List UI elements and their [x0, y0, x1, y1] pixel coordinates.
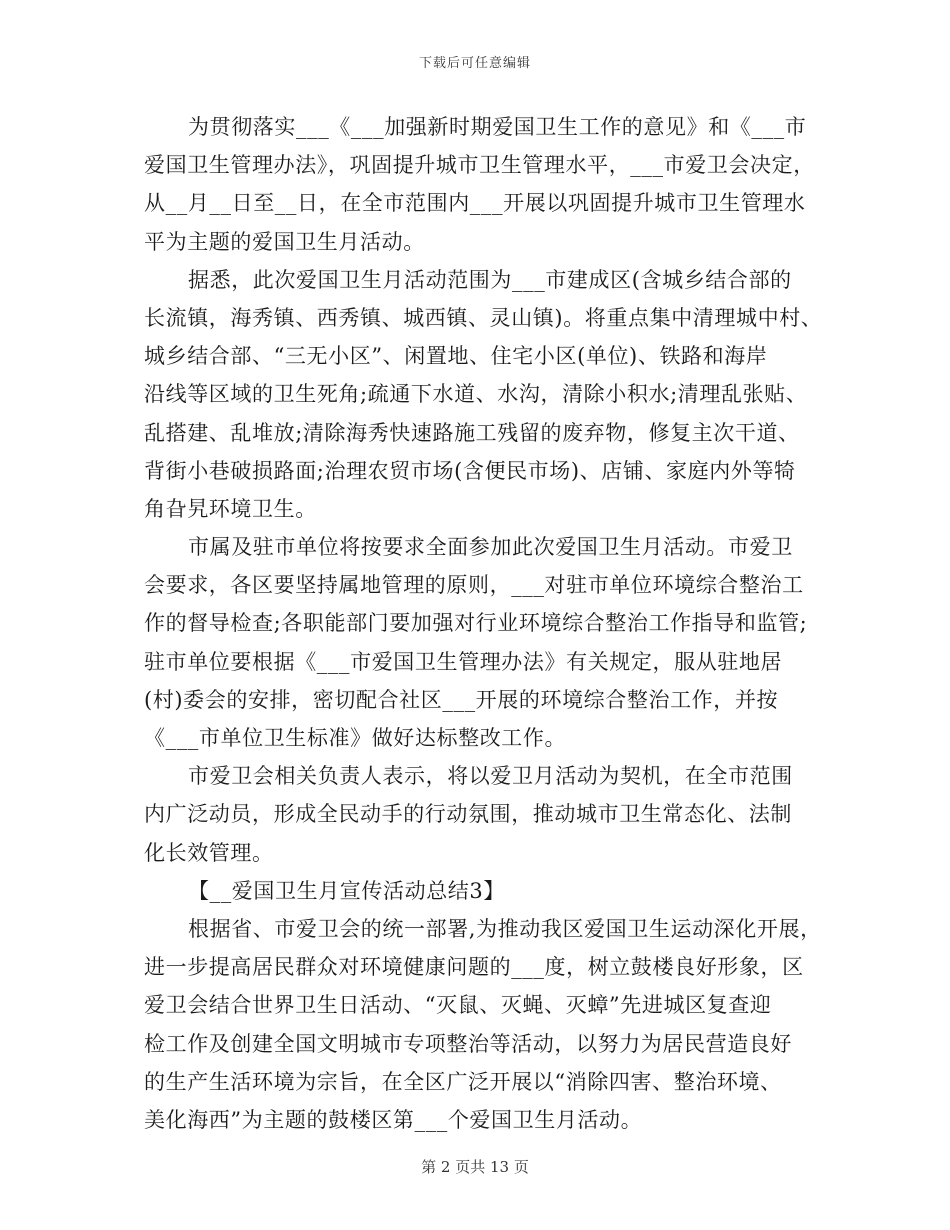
text-line: 乱搭建、乱堆放;清除海秀快速路施工残留的废弃物，修复主次干道、	[144, 420, 800, 445]
text-line: 据悉，此次爱国卫生月活动范围为___市建成区(含城乡结合部的	[188, 267, 792, 292]
text-line: (村)委会的安排，密切配合社区___开展的环境综合整治工作，并按	[144, 687, 779, 712]
text-line: 内广泛动员，形成全民动手的行动氛围，推动城市卫生常态化、法制	[144, 802, 792, 827]
text-line: 沿线等区域的卫生死角;疏通下水道、水沟，清除小积水;清理乱张贴、	[144, 382, 808, 407]
text-line: 为贯彻落实___《___加强新时期爱国卫生工作的意见》和《___市	[188, 115, 807, 139]
text-line: 作的督导检查;各职能部门要加强对行业环境综合整治工作指导和监管;	[144, 611, 808, 636]
text-line: 会要求，各区要坚持属地管理的原则，___对驻市单位环境综合整治工	[144, 573, 804, 598]
document-body	[144, 108, 834, 1139]
text-line: 市属及驻市单位将按要求全面参加此次爱国卫生月活动。市爱卫	[188, 535, 793, 560]
text-line: 从__月__日至__日，在全市范围内___开展以巩固提升城市卫生管理水	[144, 191, 806, 216]
text-line: 平为主题的爱国卫生月活动。	[144, 229, 425, 254]
text-line: 驻市单位要根据《___市爱国卫生管理办法》有关规定，服从驻地居	[144, 649, 783, 674]
text-line: 美化海西”为主题的鼓楼区第___个爱国卫生月活动。	[144, 1107, 643, 1132]
text-line: 背街小巷破损路面;治理农贸市场(含便民市场)、店铺、家庭内外等犄	[144, 458, 796, 483]
text-line: 角旮旯环境卫生。	[144, 496, 317, 521]
text-line: 化长效管理。	[144, 840, 274, 865]
text-line: 检工作及创建全国文明城市专项整治等活动，以努力为居民营造良好	[144, 1031, 792, 1056]
text-line: 爱国卫生管理办法》，巩固提升城市卫生管理水平，___市爱卫会决定，	[144, 153, 815, 178]
text-line: 长流镇，海秀镇、西秀镇、城西镇、灵山镇)。将重点集中清理城中村、	[144, 305, 823, 330]
text-line: 的生产生活环境为宗旨，在全区广泛开展以“消除四害、整治环境、	[144, 1069, 782, 1094]
page-number: 第 2 页共 13 页	[421, 1158, 529, 1176]
page-header: 下载后可任意编辑	[418, 56, 531, 71]
text-line: 市爱卫会相关负责人表示，将以爱卫月活动为契机，在全市范围	[188, 764, 793, 789]
text-line: 进一步提高居民群众对环境健康问题的___度，树立鼓楼良好形象，区	[144, 955, 804, 980]
text-line: 根据省、市爱卫会的统一部署,为推动我区爱国卫生运动深化开展，	[188, 916, 822, 941]
text-line: 《___市单位卫生标准》做好达标整改工作。	[144, 726, 567, 750]
text-line: 爱卫会结合世界卫生日活动、“灭鼠、灭蝇、灭蟑”先进城区复查迎	[144, 993, 772, 1018]
text-line: 【__爱国卫生月宣传活动总结3】	[188, 878, 505, 903]
text-line: 城乡结合部、“三无小区”、闲置地、住宅小区(单位)、铁路和海岸	[144, 344, 768, 369]
